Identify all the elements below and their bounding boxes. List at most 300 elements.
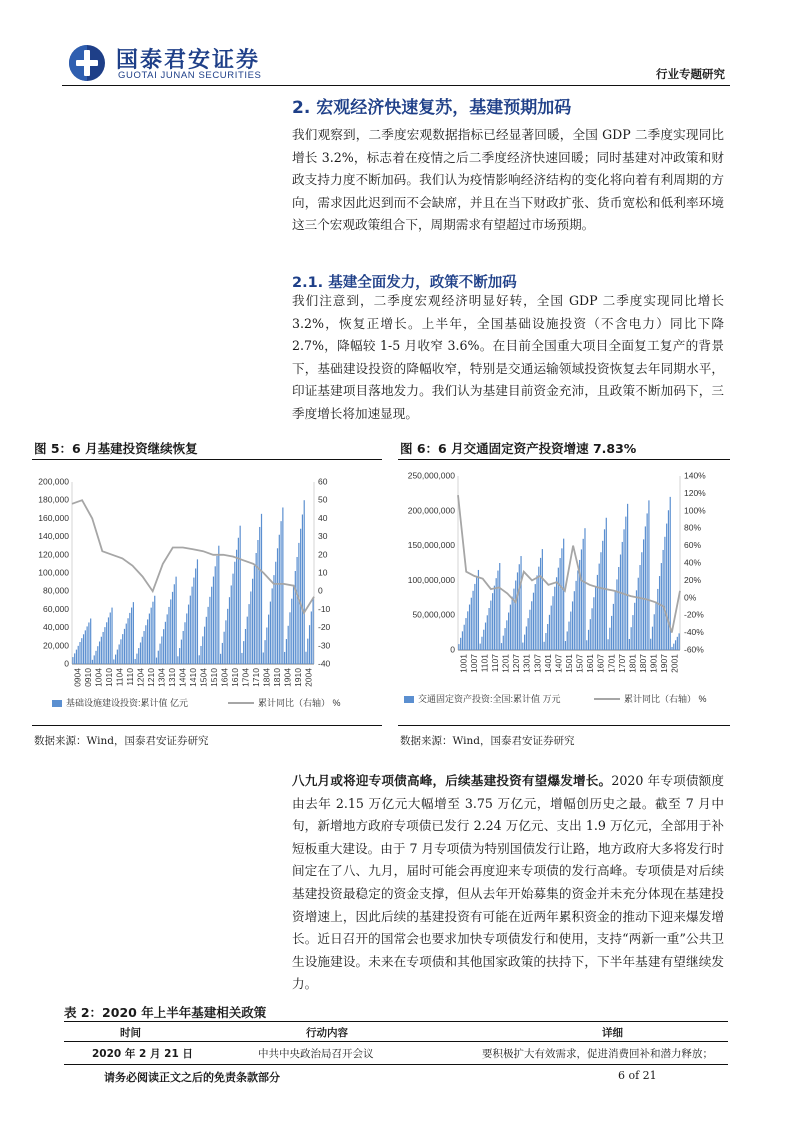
bar-mark bbox=[305, 652, 306, 664]
bar-mark bbox=[204, 627, 205, 664]
x-tick-label: 1201 bbox=[500, 654, 511, 673]
x-tick-label: 1101 bbox=[479, 654, 490, 673]
paragraph-special-bonds bbox=[292, 770, 724, 996]
bar-mark bbox=[282, 507, 283, 664]
y-tick-right: 0% bbox=[684, 592, 697, 603]
bar-mark bbox=[140, 642, 141, 664]
x-tick-label: 0910 bbox=[82, 668, 93, 687]
bar-mark bbox=[126, 624, 127, 664]
bar-mark bbox=[515, 581, 516, 650]
bar-mark bbox=[216, 556, 217, 664]
bar-mark bbox=[465, 618, 466, 650]
x-tick-label: 2001 bbox=[669, 654, 680, 673]
bar-mark bbox=[638, 578, 639, 650]
bar-mark bbox=[593, 597, 594, 650]
bar-mark bbox=[467, 611, 468, 650]
x-tick-label: 1601 bbox=[585, 654, 596, 673]
y-tick-right: 40 bbox=[318, 512, 328, 523]
bar-mark bbox=[675, 640, 676, 650]
bar-mark bbox=[615, 592, 616, 650]
y-tick-left: 140,000 bbox=[38, 531, 69, 542]
bar-mark bbox=[519, 564, 520, 650]
bar-mark bbox=[76, 650, 77, 664]
bar-mark bbox=[568, 622, 569, 650]
bar-mark bbox=[288, 626, 289, 664]
bar-mark bbox=[270, 602, 271, 664]
bar-mark bbox=[208, 607, 209, 664]
bar-mark bbox=[460, 638, 461, 650]
bar-mark bbox=[602, 541, 603, 650]
bar-mark bbox=[513, 589, 514, 650]
x-tick-label: 1904 bbox=[282, 668, 293, 687]
bar-mark bbox=[586, 640, 587, 650]
bar-mark bbox=[152, 602, 153, 664]
bar-mark bbox=[625, 517, 626, 650]
x-tick-label: 1804 bbox=[261, 668, 272, 687]
figure5-bottom-rule bbox=[32, 725, 382, 726]
bar-mark bbox=[268, 615, 269, 664]
bar-mark bbox=[506, 620, 507, 650]
bar-mark bbox=[492, 593, 493, 650]
bar-mark bbox=[636, 590, 637, 650]
bar-mark bbox=[272, 588, 273, 664]
y-tick-right: 120% bbox=[684, 487, 706, 498]
bar-mark bbox=[72, 657, 73, 664]
x-tick-label: 1707 bbox=[616, 654, 627, 673]
disclaimer-note: 请务必阅读正文之后的免责条款部分 bbox=[104, 1071, 280, 1084]
bar-mark bbox=[111, 608, 112, 664]
x-tick-label: 1104 bbox=[114, 668, 125, 687]
bar-mark bbox=[284, 652, 285, 664]
figure5-chart bbox=[32, 462, 382, 722]
bar-mark bbox=[664, 537, 665, 650]
bar-mark bbox=[247, 617, 248, 664]
bar-mark bbox=[97, 646, 98, 664]
bar-mark bbox=[94, 655, 95, 664]
bar-mark bbox=[131, 608, 132, 664]
bar-mark bbox=[213, 577, 214, 664]
bar-mark bbox=[259, 527, 260, 664]
y-tick-left: 20,000 bbox=[43, 640, 69, 651]
bar-mark bbox=[159, 644, 160, 664]
x-tick-label: 1901 bbox=[648, 654, 659, 673]
bar-mark bbox=[648, 500, 649, 650]
paragraph-infrastructure: 我们注意到，二季度宏观经济明显好转，全国 GDP 二季度实现同比增长 3.2%，恢复正增长。上半年，全国基础设施投资（不含电力）同比下降 2.7%，降幅较 1-5 月收窄 3.6%。在目前全国重大项目全面复工复产的背景下，基础建设投资的降幅收窄，特别是交通运输领域投资恢复去年同期水平，印证基建项目落地发力。我们认为基建目前资金充沛，且政策不断加码下，三季度增长将加速显现。 bbox=[292, 293, 724, 421]
paragraph-special-bonds-lead: 八九月或将迎专项债高峰，后续基建投资有望爆发增长。 bbox=[292, 773, 612, 788]
bar-mark bbox=[606, 518, 607, 650]
bar-mark bbox=[99, 641, 100, 664]
bar-mark bbox=[623, 529, 624, 650]
bar-mark bbox=[544, 642, 545, 650]
bar-mark bbox=[304, 500, 305, 664]
bar-mark bbox=[263, 652, 264, 664]
company-name-cn: 国泰君安证券 bbox=[116, 48, 261, 73]
bar-mark bbox=[293, 585, 294, 664]
x-tick-label: 1301 bbox=[521, 654, 532, 673]
bar-mark bbox=[264, 640, 265, 664]
legend-line-label: 累计同比（右轴） % bbox=[624, 694, 707, 704]
bar-mark bbox=[243, 641, 244, 664]
bar-mark bbox=[487, 615, 488, 650]
y-tick-left: 200,000,000 bbox=[407, 505, 455, 516]
bar-mark bbox=[256, 553, 257, 664]
bar-mark bbox=[584, 528, 585, 650]
x-tick-label: 1507 bbox=[574, 654, 585, 673]
bar-mark bbox=[279, 535, 280, 664]
bar-mark bbox=[227, 609, 228, 664]
bar-mark bbox=[300, 529, 301, 664]
y-tick-right: 10 bbox=[318, 567, 328, 578]
bar-mark bbox=[673, 644, 674, 650]
bar-mark bbox=[490, 601, 491, 650]
bar-mark bbox=[220, 654, 221, 664]
page-number: 6 of 21 bbox=[618, 1069, 657, 1082]
bar-mark bbox=[307, 639, 308, 664]
x-tick-label: 0904 bbox=[72, 668, 83, 687]
bar-mark bbox=[547, 624, 548, 650]
bar-mark bbox=[572, 601, 573, 650]
bar-mark bbox=[545, 633, 546, 650]
bar-mark bbox=[108, 617, 109, 664]
figure5-top-rule bbox=[32, 459, 382, 460]
paragraph-macro: 我们观察到，二季度宏观数据指标已经显著回暖，全国 GDP 二季度实现同比增长 3.2%，标志着在疫情之后二季度经济快速回暖；同时基建对冲政策和财政支持力度不断加码。我们认为疫情影响经济结构的变化将向着有利周期的方向，需求因此迟到而不会缺席，并且在当下财政扩张、货币宽松和低利率环境这三个宏观政策组合下，周期需求有望超过市场预期。 bbox=[292, 127, 724, 233]
bar-mark bbox=[657, 589, 658, 650]
x-tick-label: 1304 bbox=[156, 668, 167, 687]
bar-mark bbox=[158, 651, 159, 664]
bar-mark bbox=[245, 629, 246, 664]
bar-mark bbox=[145, 625, 146, 664]
bar-mark bbox=[563, 539, 564, 650]
bar-mark bbox=[147, 619, 148, 664]
bar-mark bbox=[222, 643, 223, 664]
bar-mark bbox=[241, 653, 242, 664]
bar-mark bbox=[275, 562, 276, 664]
y-tick-left: 60,000 bbox=[43, 603, 69, 614]
bar-mark bbox=[209, 597, 210, 664]
y-tick-left: 200,000 bbox=[38, 476, 69, 487]
y-tick-right: -10 bbox=[318, 603, 331, 614]
bar-mark bbox=[309, 625, 310, 664]
bar-mark bbox=[599, 564, 600, 650]
y-tick-right: 30 bbox=[318, 531, 328, 542]
bar-mark bbox=[313, 598, 314, 664]
y-tick-left: 100,000,000 bbox=[407, 574, 455, 585]
bar-mark bbox=[106, 622, 107, 664]
y-tick-left: 40,000 bbox=[43, 622, 69, 633]
bar-mark bbox=[218, 546, 219, 664]
y-tick-right: 80% bbox=[684, 522, 702, 533]
y-tick-left: 150,000,000 bbox=[407, 540, 455, 551]
x-tick-label: 1310 bbox=[166, 668, 177, 687]
bar-mark bbox=[163, 629, 164, 664]
bar-mark bbox=[597, 575, 598, 650]
bar-mark bbox=[184, 622, 185, 664]
bar-mark bbox=[512, 597, 513, 650]
x-tick-label: 1407 bbox=[553, 654, 564, 673]
bar-mark bbox=[528, 618, 529, 650]
bar-mark bbox=[186, 613, 187, 664]
bar-mark bbox=[129, 613, 130, 664]
company-name-en: GUOTAI JUNAN SECURITIES bbox=[118, 70, 262, 81]
bar-mark bbox=[143, 631, 144, 664]
bar-mark bbox=[645, 526, 646, 650]
bar-mark bbox=[520, 556, 521, 650]
bar-mark bbox=[533, 593, 534, 650]
bar-mark bbox=[206, 617, 207, 664]
bar-mark bbox=[609, 628, 610, 650]
figure6-source: 数据来源：Wind，国泰君安证券研究 bbox=[400, 735, 575, 747]
bar-mark bbox=[248, 604, 249, 664]
x-tick-label: 1010 bbox=[103, 668, 114, 687]
table-cell-action: 中共中央政治局召开会议 bbox=[258, 1048, 374, 1060]
bar-mark bbox=[639, 565, 640, 650]
bar-mark bbox=[613, 604, 614, 650]
bar-mark bbox=[257, 540, 258, 664]
bar-mark bbox=[472, 591, 473, 650]
bar-mark bbox=[225, 620, 226, 664]
bar-mark bbox=[655, 602, 656, 650]
x-tick-label: 1210 bbox=[145, 668, 156, 687]
bar-mark bbox=[551, 606, 552, 650]
bar-mark bbox=[232, 574, 233, 664]
bar-mark bbox=[618, 567, 619, 650]
y-tick-left: 180,000 bbox=[38, 494, 69, 505]
section-heading: 2. 宏观经济快速复苏，基建预期加码 bbox=[292, 98, 572, 118]
bar-mark bbox=[133, 602, 134, 664]
bar-mark bbox=[480, 644, 481, 650]
bar-mark bbox=[190, 596, 191, 664]
x-tick-label: 1710 bbox=[251, 668, 262, 687]
bar-mark bbox=[81, 638, 82, 664]
bar-mark bbox=[92, 660, 93, 664]
bar-mark bbox=[168, 607, 169, 664]
bar-mark bbox=[240, 526, 241, 664]
bar-mark bbox=[229, 597, 230, 664]
legend-line-label: 累计同比（右轴） % bbox=[258, 698, 341, 708]
y-tick-left: 0 bbox=[64, 658, 69, 669]
bar-mark bbox=[188, 605, 189, 664]
bar-mark bbox=[554, 587, 555, 650]
table-footer-rule bbox=[64, 1064, 728, 1065]
bar-mark bbox=[552, 596, 553, 650]
x-tick-label: 1607 bbox=[595, 654, 606, 673]
bar-mark bbox=[531, 601, 532, 650]
bar-mark bbox=[280, 521, 281, 664]
bar-mark bbox=[535, 584, 536, 650]
bar-mark bbox=[295, 571, 296, 664]
bar-mark bbox=[117, 650, 118, 664]
legend-bar-swatch bbox=[404, 696, 414, 703]
x-tick-label: 1001 bbox=[458, 654, 469, 673]
bar-mark bbox=[570, 612, 571, 650]
bar-mark bbox=[611, 616, 612, 650]
bar-mark bbox=[538, 567, 539, 650]
bar-mark bbox=[540, 558, 541, 650]
bar-mark bbox=[172, 592, 173, 664]
bar-mark bbox=[135, 659, 136, 664]
bar-mark bbox=[574, 591, 575, 650]
bar-mark bbox=[85, 630, 86, 664]
legend-bar-swatch bbox=[52, 700, 62, 707]
bar-mark bbox=[113, 659, 114, 664]
bar-mark bbox=[193, 578, 194, 664]
subsection-heading: 2.1. 基建全面发力，政策不断加码 bbox=[292, 275, 517, 291]
paragraph-special-bonds-body: 2020 年专项债额度由去年 2.15 万亿元大幅增至 3.75 万亿元，增幅创历史之最。截至 7 月中旬，新增地方政府专项债已发行 2.24 万亿元、支出 1.9 万亿元，全部用于补短板重大建设。由于 7 月专项债为特别国债发行让路，地方政府大多将发行时间定在了八、九月，届时可能会再度迎来专项债的发行高峰。专项债是对后续基建投资最稳定的资金支撑，但从去年开始募集的资金并未充分体现在基建投资增速上，因此后续的基建投资有可能在近两年累积资金的推动下迎来爆发增长。近日召开的国常会也要求加快专项债发行和使用，支持“两新一重”公共卫生设施建设。未来在专项债和其他国家政策的扶持下，下半年基建有望继续发力。 bbox=[292, 773, 724, 992]
bar-mark bbox=[170, 599, 171, 664]
y-tick-right: 60% bbox=[684, 540, 702, 551]
table-header-time: 时间 bbox=[120, 1027, 141, 1039]
table-top-rule bbox=[64, 1021, 728, 1022]
bar-mark bbox=[576, 581, 577, 650]
figure5-source: 数据来源：Wind，国泰君安证券研究 bbox=[34, 735, 209, 747]
bar-mark bbox=[577, 570, 578, 650]
figure6-chart bbox=[398, 462, 730, 722]
bar-mark bbox=[499, 563, 500, 650]
bar-mark bbox=[647, 513, 648, 650]
bar-mark bbox=[560, 558, 561, 650]
x-tick-label: 1110 bbox=[124, 668, 135, 686]
bar-mark bbox=[179, 648, 180, 664]
bar-mark bbox=[474, 584, 475, 650]
bar-mark bbox=[561, 548, 562, 650]
bar-mark bbox=[476, 577, 477, 650]
bar-mark bbox=[631, 627, 632, 650]
bar-mark bbox=[95, 651, 96, 664]
x-tick-label: 1907 bbox=[659, 654, 670, 673]
bar-mark bbox=[122, 634, 123, 664]
y-tick-left: 250,000,000 bbox=[407, 470, 455, 481]
x-tick-label: 1007 bbox=[468, 654, 479, 673]
x-tick-label: 1701 bbox=[606, 654, 617, 673]
bar-mark bbox=[200, 646, 201, 664]
bar-mark bbox=[236, 550, 237, 664]
x-tick-label: 1501 bbox=[564, 654, 574, 673]
bar-mark bbox=[634, 603, 635, 650]
bar-mark bbox=[110, 613, 111, 664]
bar-mark bbox=[252, 579, 253, 664]
bar-mark bbox=[478, 570, 479, 650]
bar-mark bbox=[522, 643, 523, 650]
bar-mark bbox=[650, 639, 651, 650]
y-tick-left: 160,000 bbox=[38, 512, 69, 523]
bar-mark bbox=[581, 549, 582, 650]
bar-mark bbox=[154, 596, 155, 664]
bar-mark bbox=[469, 605, 470, 650]
x-tick-label: 1401 bbox=[542, 654, 553, 673]
bar-mark bbox=[231, 585, 232, 664]
bar-mark bbox=[165, 622, 166, 664]
y-tick-right: -20% bbox=[684, 609, 704, 620]
bar-mark bbox=[510, 605, 511, 650]
bar-mark bbox=[679, 633, 680, 650]
x-tick-label: 1107 bbox=[490, 654, 500, 673]
bar-mark bbox=[289, 612, 290, 664]
bar-mark bbox=[659, 576, 660, 650]
bar-mark bbox=[671, 647, 672, 650]
bar-mark bbox=[177, 656, 178, 664]
bar-mark bbox=[192, 587, 193, 664]
y-tick-right: 50 bbox=[318, 494, 328, 505]
bar-mark bbox=[666, 524, 667, 650]
x-tick-label: 1207 bbox=[511, 654, 522, 673]
bar-mark bbox=[215, 566, 216, 664]
bar-mark bbox=[286, 639, 287, 664]
bar-mark bbox=[529, 610, 530, 650]
y-tick-right: 0 bbox=[318, 585, 323, 596]
bar-mark bbox=[298, 543, 299, 664]
bar-mark bbox=[104, 627, 105, 664]
bar-mark bbox=[488, 608, 489, 650]
bar-mark bbox=[87, 626, 88, 664]
bar-mark bbox=[558, 568, 559, 650]
bar-mark bbox=[652, 627, 653, 650]
bar-mark bbox=[103, 632, 104, 664]
table-cell-detail: 要积极扩大有效需求，促进消费回补和潜力释放； bbox=[482, 1048, 713, 1060]
bar-mark bbox=[536, 575, 537, 650]
bar-mark bbox=[195, 568, 196, 664]
bar-mark bbox=[142, 637, 143, 664]
y-tick-right: 40% bbox=[684, 557, 702, 568]
bar-mark bbox=[508, 613, 509, 650]
bar-mark bbox=[181, 640, 182, 664]
legend-bar-label: 交通固定资产投资:全国:累计值 万元 bbox=[418, 694, 561, 704]
bar-mark bbox=[136, 654, 137, 664]
bar-mark bbox=[483, 630, 484, 650]
y-tick-right: -20 bbox=[318, 622, 331, 633]
bar-mark bbox=[627, 504, 628, 650]
bar-mark bbox=[234, 562, 235, 664]
bar-mark bbox=[90, 619, 91, 665]
bar-mark bbox=[138, 648, 139, 664]
bar-mark bbox=[78, 646, 79, 664]
bar-mark bbox=[161, 636, 162, 664]
company-logo-mark bbox=[68, 44, 106, 82]
bar-mark bbox=[583, 539, 584, 650]
bar-mark bbox=[643, 539, 644, 650]
figure6-bottom-rule bbox=[398, 725, 730, 726]
bar-mark bbox=[588, 630, 589, 650]
bar-mark bbox=[266, 627, 267, 664]
x-tick-label: 1801 bbox=[627, 654, 638, 673]
table-header-detail: 详细 bbox=[602, 1027, 623, 1039]
bar-mark bbox=[115, 655, 116, 664]
bar-mark bbox=[595, 586, 596, 650]
bar-mark bbox=[524, 635, 525, 650]
bar-mark bbox=[464, 625, 465, 650]
y-tick-right: 20 bbox=[318, 549, 328, 560]
bar-mark bbox=[156, 658, 157, 664]
x-tick-label: 1807 bbox=[638, 654, 648, 673]
bar-mark bbox=[101, 637, 102, 664]
bar-mark bbox=[481, 637, 482, 650]
bar-mark bbox=[590, 619, 591, 650]
bar-mark bbox=[641, 552, 642, 650]
bar-mark bbox=[565, 641, 566, 650]
y-tick-left: 120,000 bbox=[38, 549, 69, 560]
bar-mark bbox=[238, 538, 239, 664]
y-tick-left: 50,000,000 bbox=[412, 609, 455, 620]
header-divider bbox=[62, 85, 730, 86]
bar-mark bbox=[149, 614, 150, 664]
bar-mark bbox=[494, 586, 495, 650]
legend-bar-label: 基础设施建设投资:累计值 亿元 bbox=[66, 698, 189, 708]
bar-mark bbox=[224, 632, 225, 664]
figure6-title: 图 6：6 月交通固定资产投资增速 7.83% bbox=[400, 441, 637, 456]
x-tick-label: 1504 bbox=[198, 668, 209, 687]
bar-mark bbox=[79, 642, 80, 664]
bar-mark bbox=[175, 577, 176, 664]
x-tick-label: 1810 bbox=[272, 668, 283, 687]
